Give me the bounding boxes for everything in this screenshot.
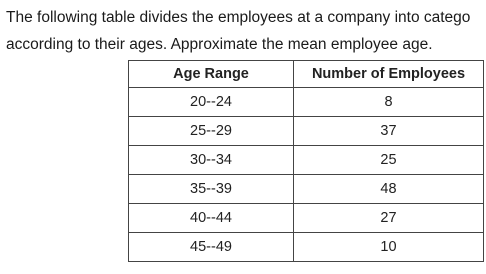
age-range-cell: 40--44 bbox=[129, 204, 294, 233]
employee-count-cell: 25 bbox=[294, 146, 484, 175]
question-line-2: according to their ages. Approximate the mean employee age. bbox=[6, 36, 433, 53]
question-text bbox=[6, 4, 486, 58]
table-header-row bbox=[129, 61, 484, 88]
table-row bbox=[129, 233, 484, 262]
table-row bbox=[129, 204, 484, 233]
employee-count-cell: 8 bbox=[294, 88, 484, 117]
employee-count-cell: 10 bbox=[294, 233, 484, 262]
table-row bbox=[129, 117, 484, 146]
employee-count-cell: 37 bbox=[294, 117, 484, 146]
age-range-cell: 45--49 bbox=[129, 233, 294, 262]
employee-age-table bbox=[128, 60, 484, 262]
age-range-cell: 35--39 bbox=[129, 175, 294, 204]
question-line-1: The following table divides the employees at a company into catego bbox=[6, 9, 471, 26]
header-number-of-employees: Number of Employees bbox=[294, 61, 484, 88]
age-range-cell: 25--29 bbox=[129, 117, 294, 146]
age-range-cell: 20--24 bbox=[129, 88, 294, 117]
employee-count-cell: 27 bbox=[294, 204, 484, 233]
age-range-cell: 30--34 bbox=[129, 146, 294, 175]
header-age-range: Age Range bbox=[129, 61, 294, 88]
table-row bbox=[129, 146, 484, 175]
employee-count-cell: 48 bbox=[294, 175, 484, 204]
table-row bbox=[129, 88, 484, 117]
table-row bbox=[129, 175, 484, 204]
